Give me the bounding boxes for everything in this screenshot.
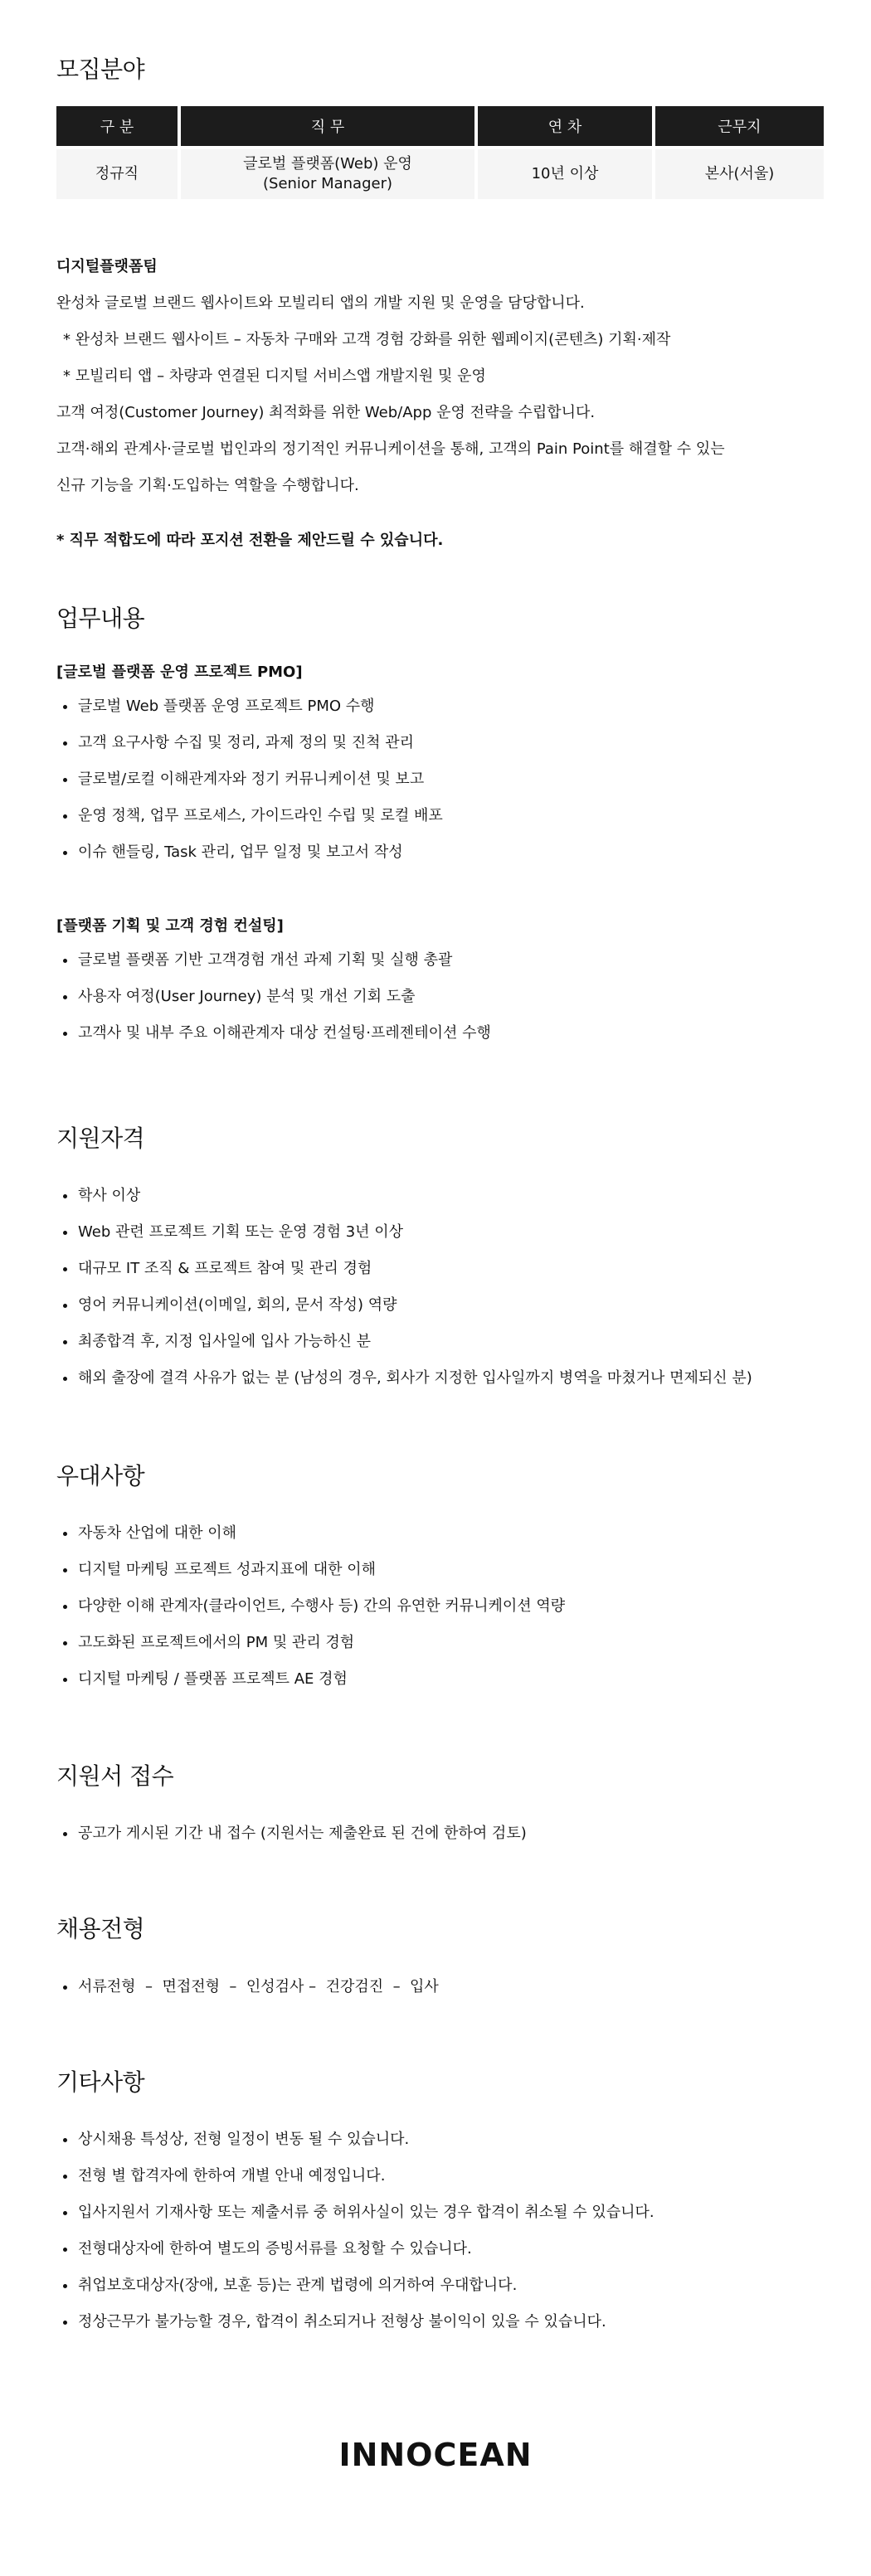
list-item: 입사지원서 기재사항 또는 제출서류 중 허위사실이 있는 경우 합격이 취소될 수 있습니다.	[56, 2194, 824, 2231]
list-item: 영어 커뮤니케이션(이메일, 회의, 문서 작성) 역량	[56, 1287, 824, 1324]
cell-type: 정규직	[56, 146, 178, 199]
list-item: 디지털 마케팅 / 플랫폼 프로젝트 AE 경험	[56, 1661, 824, 1698]
duties-group1-list	[56, 688, 824, 871]
section-title-application: 지원서 접수	[56, 1762, 174, 1790]
intro-block	[56, 249, 824, 559]
list-item: 운영 정책, 업무 프로세스, 가이드라인 수립 및 로컬 배포	[56, 798, 824, 834]
list-item: 이슈 핸들링, Task 관리, 업무 일정 및 보고서 작성	[56, 834, 824, 871]
list-item: 사용자 여정(User Journey) 분석 및 개선 기회 도출	[56, 979, 824, 1015]
innocean-logo: INNOCEAN	[338, 2437, 533, 2473]
cell-role-line2: (Senior Manager)	[263, 175, 392, 192]
table-row	[56, 146, 824, 199]
list-item: 고객 요구사항 수집 및 정리, 과제 정의 및 진척 관리	[56, 725, 824, 761]
list-item: 최종합격 후, 지정 입사일에 입사 가능하신 분	[56, 1324, 824, 1360]
duties-block	[56, 660, 824, 1052]
list-item: 디지털 마케팅 프로젝트 성과지표에 대한 이해	[56, 1552, 824, 1588]
etc-list	[56, 2122, 824, 2340]
list-item: 고도화된 프로젝트에서의 PM 및 관리 경험	[56, 1625, 824, 1661]
intro-line: 신규 기능을 기획·도입하는 역할을 수행합니다.	[56, 477, 359, 494]
intro-line: * 완성차 브랜드 웹사이트 – 자동차 구매와 고객 경험 강화를 위한 웹페이지(콘텐츠) 기획·제작	[63, 331, 671, 348]
recruitment-table	[53, 106, 827, 199]
list-item: 글로벌/로컬 이해관계자와 정기 커뮤니케이션 및 보고	[56, 761, 824, 798]
list-item: 전형 별 합격자에 한하여 개별 안내 예정입니다.	[56, 2158, 824, 2194]
section-title-etc: 기타사항	[56, 2068, 145, 2096]
list-item: 학사 이상	[56, 1178, 824, 1214]
cell-role	[181, 146, 474, 199]
list-item: 다양한 이해 관계자(클라이언트, 수행사 등) 간의 유연한 커뮤니케이션 역량	[56, 1588, 824, 1625]
list-item: 공고가 게시된 기간 내 접수 (지원서는 제출완료 된 건에 한하여 검토)	[56, 1815, 824, 1852]
cell-experience: 10년 이상	[478, 146, 652, 199]
list-item: 서류전형 – 면접전형 – 인성검사 – 건강검진 – 입사	[56, 1969, 824, 2005]
cell-role-line1: 글로벌 플랫폼(Web) 운영	[243, 155, 412, 173]
team-name: 디지털플랫폼팀	[56, 258, 158, 275]
qualifications-list	[56, 1178, 824, 1397]
list-item: 상시채용 특성상, 전형 일정이 변동 될 수 있습니다.	[56, 2122, 824, 2158]
list-item: 전형대상자에 한하여 별도의 증빙서류를 요청할 수 있습니다.	[56, 2231, 824, 2267]
section-title-duties: 업무내용	[56, 605, 145, 632]
table-header-role: 직 무	[181, 106, 474, 146]
intro-line: * 모빌리티 앱 – 차량과 연결된 디지털 서비스앱 개발지원 및 운영	[63, 367, 486, 385]
duties-group1-title: [글로벌 플랫폼 운영 프로젝트 PMO]	[56, 663, 303, 681]
list-item: 자동차 산업에 대한 이해	[56, 1515, 824, 1552]
process-list	[56, 1969, 824, 2005]
list-item: 정상근무가 불가능할 경우, 합격이 취소되거나 전형상 불이익이 있을 수 있습니다.	[56, 2304, 824, 2340]
duties-group2-title: [플랫폼 기획 및 고객 경험 컨설팅]	[56, 917, 284, 935]
table-header-location: 근무지	[655, 106, 824, 146]
list-item: 해외 출장에 결격 사유가 없는 분 (남성의 경우, 회사가 지정한 입사일까지 병역을 마쳤거나 면제되신 분)	[56, 1360, 824, 1397]
section-title-recruitment: 모집분야	[56, 56, 145, 83]
list-item: Web 관련 프로젝트 기획 또는 운영 경험 3년 이상	[56, 1214, 824, 1251]
preferred-list	[56, 1515, 824, 1698]
list-item: 취업보호대상자(장애, 보훈 등)는 관계 법령에 의거하여 우대합니다.	[56, 2267, 824, 2304]
cell-location: 본사(서울)	[655, 146, 824, 199]
section-title-preferred: 우대사항	[56, 1462, 145, 1490]
intro-line: 고객·해외 관계사·글로벌 법인과의 정기적인 커뮤니케이션을 통해, 고객의 Pain Point를 해결할 수 있는	[56, 440, 725, 458]
duties-group2-list	[56, 942, 824, 1052]
section-title-qualifications: 지원자격	[56, 1125, 145, 1152]
table-header-experience: 연 차	[478, 106, 652, 146]
list-item: 글로벌 플랫폼 기반 고객경험 개선 과제 기획 및 실행 총괄	[56, 942, 824, 979]
list-item: 고객사 및 내부 주요 이해관계자 대상 컨설팅·프레젠테이션 수행	[56, 1015, 824, 1052]
intro-line: 완성차 글로벌 브랜드 웹사이트와 모빌리티 앱의 개발 지원 및 운영을 담당합니다.	[56, 294, 585, 312]
intro-line: 고객 여정(Customer Journey) 최적화를 위한 Web/App 운영 전략을 수립합니다.	[56, 404, 596, 421]
application-list	[56, 1815, 824, 1852]
section-title-process: 채용전형	[56, 1915, 145, 1942]
list-item: 글로벌 Web 플랫폼 운영 프로젝트 PMO 수행	[56, 688, 824, 725]
intro-note: * 직무 적합도에 따라 포지션 전환을 제안드릴 수 있습니다.	[56, 532, 444, 549]
list-item: 대규모 IT 조직 & 프로젝트 참여 및 관리 경험	[56, 1251, 824, 1287]
table-header-type: 구 분	[56, 106, 178, 146]
